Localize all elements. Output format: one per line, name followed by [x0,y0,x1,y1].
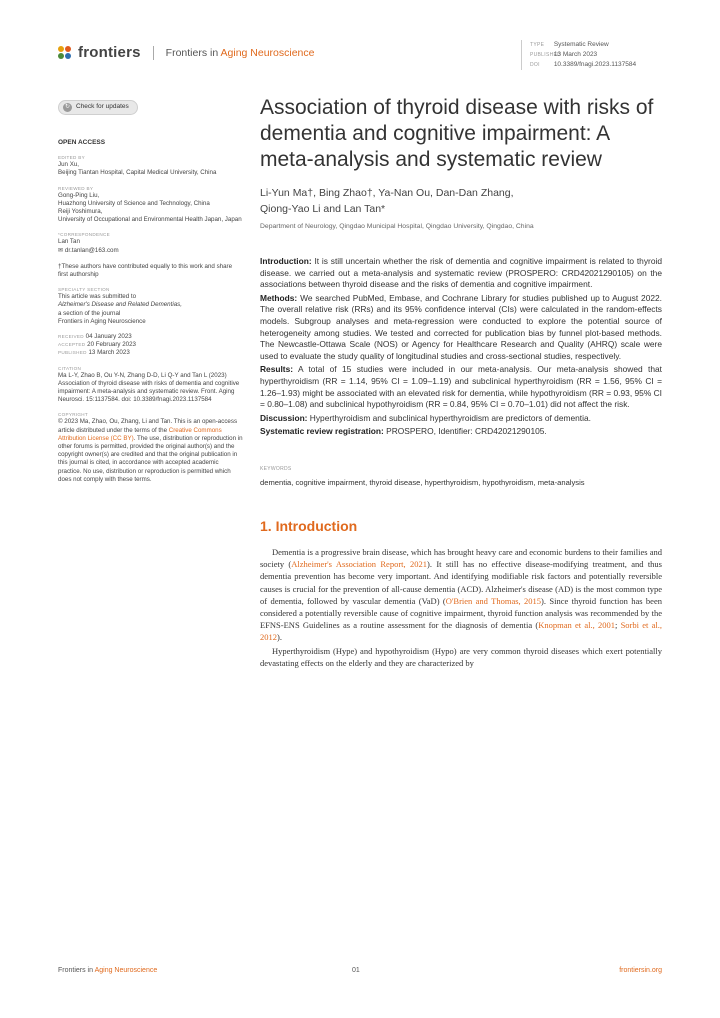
footer-journal: Frontiers in Aging Neuroscience [58,967,158,974]
edited-by-label: EDITED BY [58,155,85,161]
author-list [260,185,662,217]
abstract [260,256,662,438]
journal-prefix: Frontiers in [165,46,221,59]
correspondent-name: Lan Tan [58,238,80,246]
page-header [58,40,668,70]
license-link[interactable]: Creative Commons Attribution License (CC BY) [58,426,222,442]
intro-paragraph: Hyperthyroidism (Hype) and hypothyroidism (Hypo) are very common thyroid diseases which exert potentially devastating effects on the elderly and they are characterized by [260,645,662,668]
citation-link[interactable]: Sorbi et al., 2012 [260,620,662,643]
open-access-label: OPEN ACCESS [58,139,106,146]
copyright-text: © 2023 Ma, Zhao, Ou, Zhang, Li and Tan. This is an open-access article distributed under the terms of the Creative Commons Attribution License (CC BY). The use, distribution or reproduction in other forums is permitted, provided the original author(s) and the copyright owner(s) are credited and that the original publication in this journal is cited, in accordance with accepted academic practice. No use, distribution or reproduction is permitted which does not comply with these terms. [58,418,243,483]
reviewer-name: Reiji Yoshimura, [58,208,103,216]
specialty-section-name: Alzheimer's Disease and Related Dementias, [58,301,182,309]
logo-text: frontiers [78,44,141,61]
journal-logo[interactable] [58,44,315,61]
copyright-label: COPYRIGHT [58,412,89,418]
footer-website-link[interactable]: frontiersin.org [619,967,662,974]
citation-link[interactable]: O'Brien and Thomas, 2015 [445,595,542,606]
date-received: RECEIVED 04 January 2023 [58,333,132,341]
abstract-results: Results: A total of 15 studies were included in our meta-analysis. Our meta-analysis showed that hyperthyroidism (RR = 1.14, 95% CI = 1.09–1.19) and subclinical hyperthyroidism (RR = 1.56, 95% CI = 1.26–1.93) might be associated with an elevated risk for dementia, while hypothyroidism (RR = 0.93, 95% CI = 0.80–1.08) and subclinical hypothyroidism (RR = 0.84, 95% CI = 0.70–1.01) did not affect the risk. [260,364,662,410]
author-affiliation: Department of Neurology, Qingdao Municipal Hospital, Qingdao University, Qingdao, China [260,223,534,230]
specialty-journal: Frontiers in Aging Neuroscience [58,317,146,325]
abstract-introduction: Introduction: It is still uncertain whether the risk of dementia and cognitive impairment is related to thyroid disease. we carried out a meta-analysis and systematic review (PROSPERO: CRD42021290105) on the associations between thyroid disease and the risks of dementia and cognitive impairment. [260,256,662,290]
reviewer-name: Gong-Ping Liu, [58,191,100,199]
abstract-discussion: Discussion: Hyperthyroidism and subclinical hyperthyroidism are predictors of dementia. [260,412,591,423]
citation-text: Ma L-Y, Zhao B, Ou Y-N, Zhang D-D, Li Q-Y and Tan L (2023) Association of thyroid disease with risks of dementia and cognitive impairment: A meta-analysis and systematic review. Front. Aging Neurosci. 15:1137584. doi: 10.3389/fnagi.2023.1137584 [58,371,240,404]
correspondent-email[interactable]: ✉ dr.tanlan@163.com [58,246,119,254]
citation-link[interactable]: Knopman et al., 2001 [538,620,615,631]
editor-affiliation: Beijing Tiantan Hospital, Capital Medical University, China [58,169,217,177]
keywords-label: KEYWORDS [260,465,292,472]
article-meta [521,40,636,70]
article-title: Association of thyroid disease with risks of dementia and cognitive impairment: A meta-analysis and systematic review [260,96,654,171]
section-heading-introduction: 1. Introduction [260,517,358,534]
citation-label: CITATION [58,365,82,371]
specialty-text-c: a section of the journal [58,309,121,317]
editor-name: Jun Xu, [58,161,79,169]
journal-name [166,47,315,59]
check-updates-label: Check for updates [76,103,129,111]
correspondence-label: *CORRESPONDENCE [58,232,110,238]
authors-line: Li-Yun Ma†, Bing Zhao†, Ya-Nan Ou, Dan-Dan Zhang, [260,187,514,199]
article-main [260,95,662,670]
page-footer [58,967,662,974]
specialty-text-a: This article was submitted to [58,293,137,301]
abstract-methods: Methods: We searched PubMed, Embase, and Cochrane Library for studies published up to August 2022. The overall relative risk (RRs) and its 95% confidence interval (CIs) were calculated in the random-effects models. Subgroup analyses and meta-regression were conducted to explore the potential source of heterogeneity among studies. We tested and corrected for publication bias by funnel plot-based methods. The Newcastle-Ottawa Scale (NOS) or Agency for Healthcare Research and Quality (AHRQ) scale were used to evaluate the study quality of longitudinal studies and cross-sectional studies, respectively. [260,292,662,361]
meta-doi: DOI 10.3389/fnagi.2023.1137584 [530,61,637,68]
page-number: 01 [352,967,360,974]
reviewer-affiliation: Huazhong University of Science and Technology, China [58,199,210,207]
reviewer-affiliation: University of Occupational and Environmental Health Japan, Japan [58,216,242,224]
article-sidebar [58,100,243,484]
refresh-icon: ↻ [64,104,71,110]
meta-type: TYPE Systematic Review [530,41,609,48]
frontiers-logo-icon [58,46,72,60]
abstract-registration: Systematic review registration: PROSPERO, Identifier: CRD42021290105. [260,426,547,437]
keywords: dementia, cognitive impairment, thyroid disease, hyperthyroidism, hypothyroidism, meta-analysis [260,477,585,487]
specialty-label: SPECIALTY SECTION [58,287,110,293]
equal-contribution-note: †These authors have contributed equally to this work and share first authorship [58,262,233,279]
reviewed-by-label: REVIEWED BY [58,185,94,191]
introduction-body [260,546,662,669]
journal-accent: Aging Neuroscience [220,46,315,59]
intro-paragraph: Dementia is a progressive brain disease, which has brought heavy care and economic burdens to their families and society (Alzheimer's Association Report, 2021). It still has no effective disease-modifying treatment, and thus dementia prevention has become very important. And identifying modifiable risk factors and potentially reversible causes is crucial for the prevention of all-cause dementia (ACD). Alzheimer's disease (AD) is the most common type of dementia, followed by vascular dementia (VaD) (O'Brien and Thomas, 2015). Since thyroid function has been considered a potentially reversible cause of cognitive impairment, thyroid function analysis was recommended by the EFNS-ENS Guidelines as a routine assessment for the diagnosis of dementia (Knopman et al., 2001; Sorbi et al., 2012). [260,546,662,643]
meta-published: PUBLISHED 13 March 2023 [530,51,598,58]
date-accepted: ACCEPTED 20 February 2023 [58,341,137,349]
check-updates-button[interactable] [58,100,138,115]
logo-divider [153,46,154,60]
citation-link[interactable]: Alzheimer's Association Report, 2021 [291,559,427,570]
authors-line: Qiong-Yao Li and Lan Tan* [260,203,386,215]
article-dates [58,333,243,358]
date-published: PUBLISHED 13 March 2023 [58,349,130,357]
